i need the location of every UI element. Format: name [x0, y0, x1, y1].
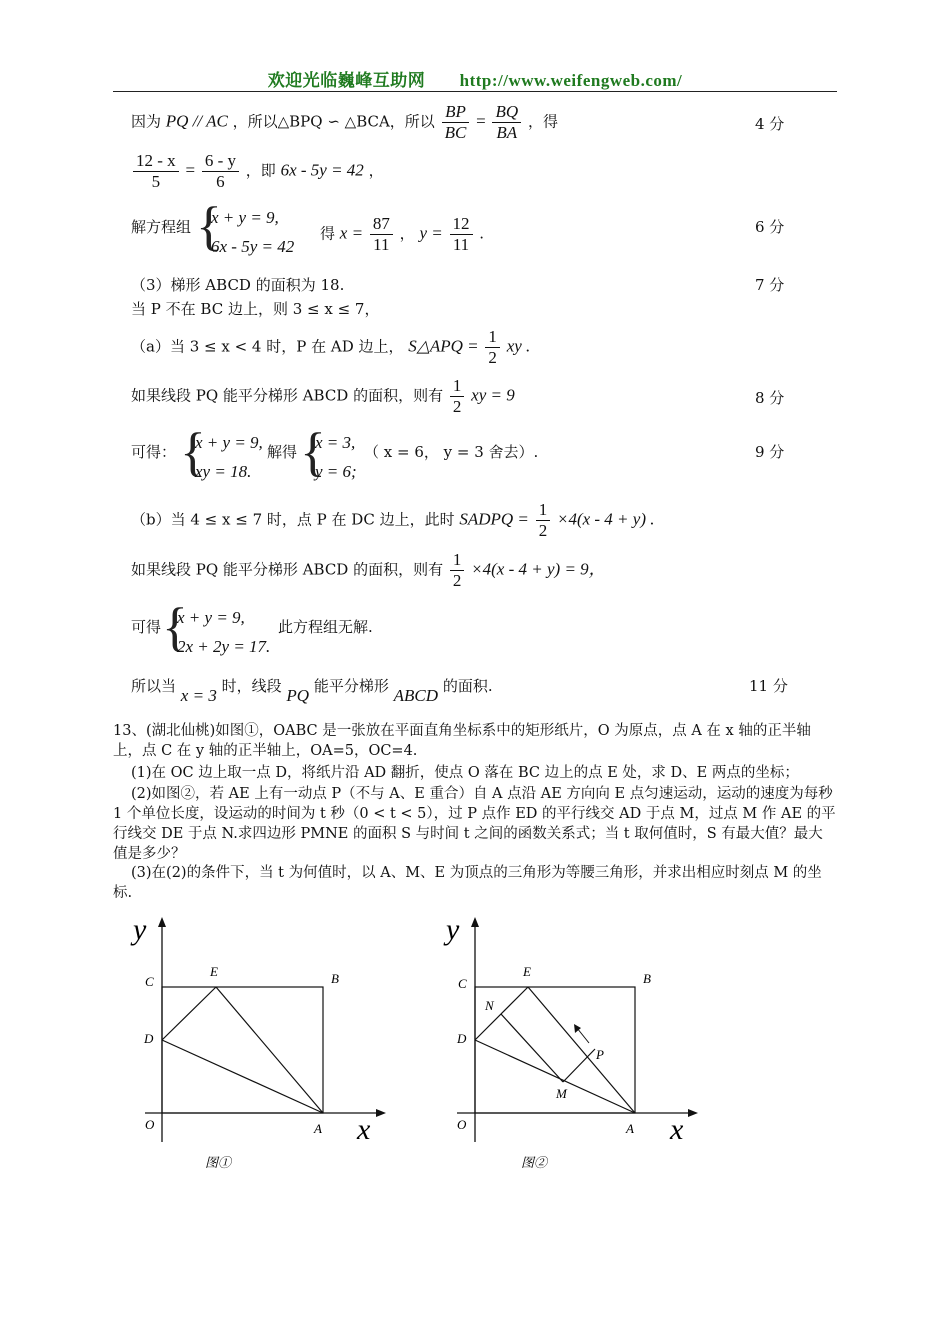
y-axis-arrow-icon — [471, 917, 479, 927]
text: 因为 — [131, 112, 162, 131]
point-label-b: B — [331, 971, 339, 986]
score-4: 4 分 — [755, 115, 785, 133]
point-label-e: E — [210, 964, 218, 979]
text: ， — [368, 161, 384, 180]
segment-ea — [528, 987, 635, 1113]
solve-label-2: 解得 — [267, 443, 298, 461]
obtain-label: 可得： — [131, 443, 177, 461]
no-solution-note: 此方程组无解. — [278, 618, 373, 636]
fraction: $\frac{1}{2}$ — [536, 500, 551, 541]
segment-ea — [216, 987, 323, 1113]
segment-da — [475, 1040, 635, 1113]
figure-caption: 图② — [521, 1155, 548, 1170]
segment-de — [475, 987, 528, 1040]
fraction: $\frac{BQ}{BA}$ — [492, 102, 521, 143]
x-axis-arrow-icon — [376, 1109, 386, 1117]
left-brace: { — [300, 422, 326, 482]
score-6: 6 分 — [755, 218, 785, 236]
solution-line-7: 如果线段 PQ 能平分梯形 ABCD 的面积，则有 $\frac{1}{2}$ xy = 9 — [131, 376, 515, 416]
segment-da — [162, 1040, 323, 1113]
point-label-c: C — [458, 976, 467, 991]
system-row-1: x + y = 9, — [195, 433, 263, 452]
fraction: $\frac{1}{2}$ — [450, 376, 465, 417]
system-row-1: x + y = 9, — [177, 608, 245, 627]
solution-line-2: $\frac{12 - x}{5}$ = $\frac{6 - y}{6}$ ，即 6x - 5y = 42 ， — [131, 151, 384, 192]
fraction: $\frac{87}{11}$ — [370, 214, 393, 255]
system-row-2: 2x + 2y = 17. — [177, 637, 271, 656]
solution-line-9: （b）当 4 ≤ x ≤ 7 时，点 P 在 DC 边上，此时 SADPQ = $\frac{1}{2}$ ×4(x - 4 + y) . — [131, 500, 655, 540]
point-label-c: C — [145, 974, 154, 989]
left-brace: { — [180, 422, 206, 482]
fraction: $\frac{BP}{BC}$ — [442, 102, 470, 143]
rectangle-oabc — [475, 987, 635, 1113]
solve-label: 解方程组 — [131, 218, 192, 236]
solution-row-2: y = 6; — [315, 462, 357, 481]
math: 6x - 5y = 42 — [280, 160, 364, 180]
problem-13-intro: 13、(湖北仙桃)如图①，OABC 是一张放在平面直角坐标系中的矩形纸片，O 为原点，点 A 在 x 轴的正半轴上，点 C 在 y 轴的正半轴上，OA=5，OC=4. — [113, 723, 811, 759]
point-label-d: D — [144, 1031, 154, 1046]
solution-row-1: x = 3, — [315, 433, 356, 452]
figure-caption: 图① — [205, 1155, 232, 1170]
site-url[interactable]: http://www.weifengweb.com/ — [459, 71, 683, 90]
site-title: 欢迎光临巍峰互助网 — [267, 71, 426, 91]
rectangle-oabc — [162, 987, 323, 1113]
point-label-o: O — [145, 1117, 155, 1132]
math: PQ // AC — [165, 111, 228, 131]
problem-13-part-2: (2)如图②，若 AE 上有一动点 P（不与 A、E 重合）自 A 点沿 AE 方向向 E 点匀速运动，运动的速度为每秒 1 个单位长度，设运动的时间为 t 秒（0 < t < 5），过 P 点作 ED 的平行线交 AD 于点 M，过点 M 作 AE 的平行线交 DE 于点 N.求四边形 PMNE 的面积 S 与时间 t 之间的函数关系式；当 t 取何值时，S 有最大值？最大值是多少？ — [113, 786, 836, 862]
solution-line-4: （3）梯形 ABCD 的面积为 18. — [131, 276, 345, 294]
point-label-p: P — [596, 1047, 604, 1062]
solution-line-12: 所以当 x = 3 时，线段 PQ 能平分梯形 ABCD 的面积. — [131, 677, 493, 705]
point-label-d: D — [457, 1031, 467, 1046]
point-label-b: B — [643, 971, 651, 986]
figure-2 — [437, 915, 707, 1180]
point-label-e: E — [523, 964, 531, 979]
score-11: 11 分 — [749, 677, 788, 695]
axis-label-x: x — [670, 1113, 684, 1146]
point-label-n: N — [485, 998, 494, 1013]
solution-line-5: 当 P 不在 BC 边上，则 3 ≤ x ≤ 7， — [131, 300, 380, 318]
fraction: $\frac{6 - y}{6}$ — [202, 151, 239, 192]
segment-mp — [563, 1049, 595, 1082]
axis-label-y: y — [446, 915, 460, 946]
score-7: 7 分 — [755, 276, 785, 294]
system-row-2: xy = 18. — [195, 462, 252, 481]
problem-13-part-1: (1)在 OC 边上取一点 D，将纸片沿 AD 翻折，使点 O 落在 BC 边上的点 E 处，求 D、E 两点的坐标； — [131, 765, 799, 781]
obtain-label-2: 可得 — [131, 618, 162, 636]
fraction: $\frac{1}{2}$ — [485, 327, 500, 368]
point-label-a: A — [626, 1121, 634, 1136]
point-label-a: A — [314, 1121, 322, 1136]
solution-line-10: 如果线段 PQ 能平分梯形 ABCD 的面积，则有 $\frac{1}{2}$ ×4(x - 4 + y) = 9， — [131, 550, 606, 590]
page-header — [0, 66, 950, 91]
header-rule — [113, 91, 837, 92]
segment-nm — [501, 1014, 563, 1082]
text: ，得 — [527, 112, 558, 131]
point-label-m: M — [556, 1086, 567, 1101]
left-brace: { — [196, 196, 222, 256]
fraction: $\frac{12 - x}{5}$ — [133, 151, 179, 192]
solution-line-1: 因为 PQ // AC ，所以△BPQ ∽ △BCA，所以 $\frac{BP}{BC}$ = $\frac{BQ}{BA}$ ，得 — [131, 102, 558, 142]
discard-note: （ x = 6， y = 3 舍去）. — [364, 443, 539, 461]
axis-label-x: x — [357, 1113, 371, 1146]
system-row-2: 6x - 5y = 42 — [211, 237, 295, 256]
x-axis-arrow-icon — [688, 1109, 698, 1117]
text: ，即 — [245, 161, 276, 180]
fraction: $\frac{12}{11}$ — [450, 214, 473, 255]
axis-label-y: y — [133, 915, 147, 946]
score-9: 9 分 — [755, 443, 785, 461]
score-8: 8 分 — [755, 389, 785, 407]
solution-line-6: （a）当 3 ≤ x < 4 时，P 在 AD 边上， S△APQ = $\frac{1}{2}$ xy . — [131, 327, 531, 367]
left-brace: { — [162, 597, 188, 657]
problem-13-part-3: (3)在(2)的条件下，当 t 为何值时，以 A、M、E 为顶点的三角形为等腰三角形，并求出相应时刻点 M 的坐标. — [113, 865, 822, 901]
segment-de — [162, 987, 216, 1040]
figure-1 — [125, 915, 395, 1180]
point-label-o: O — [457, 1117, 467, 1132]
direction-arrow — [577, 1028, 589, 1043]
text: ，所以△BPQ ∽ △BCA，所以 — [232, 112, 435, 131]
solution-line-3-result: 得 x = $\frac{87}{11}$ ， y = $\frac{12}{11}$ . — [320, 214, 485, 254]
y-axis-arrow-icon — [158, 917, 166, 927]
fraction: $\frac{1}{2}$ — [450, 550, 465, 591]
system-row-1: x + y = 9, — [211, 208, 279, 227]
